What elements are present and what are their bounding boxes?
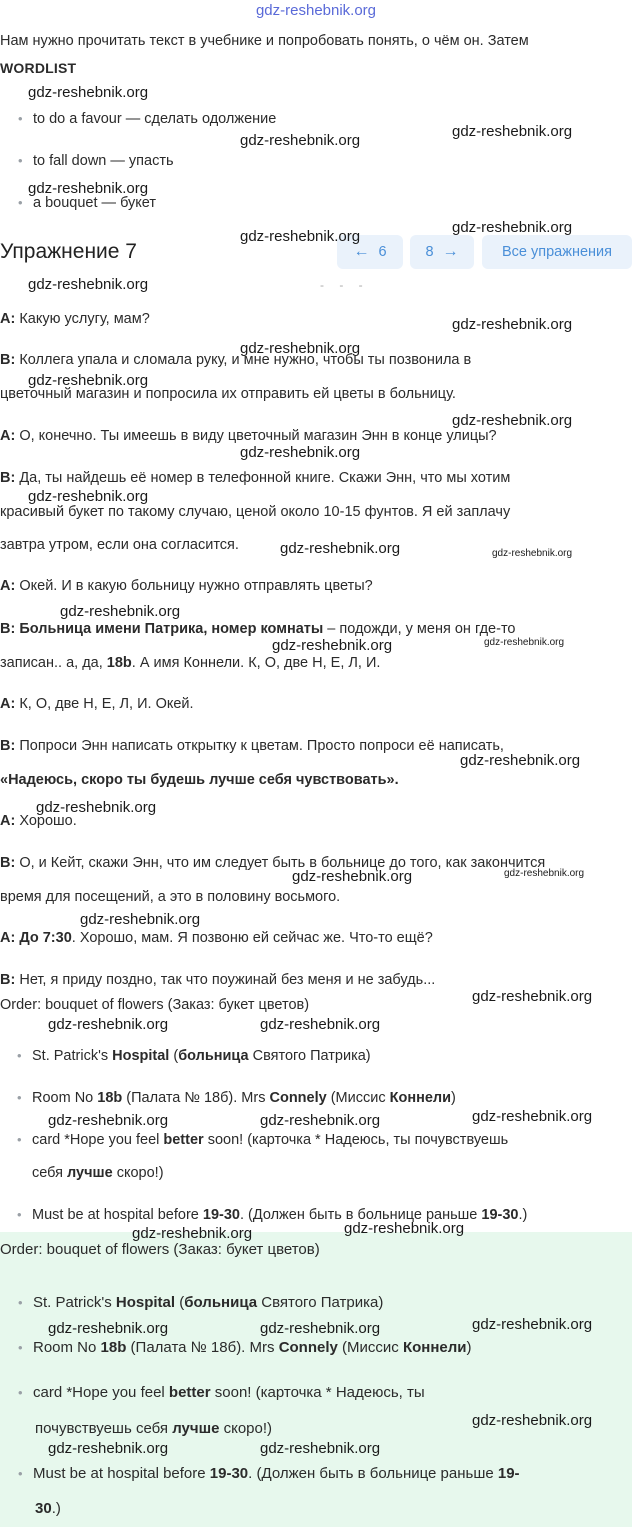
watermark: gdz-reshebnik.org: [240, 444, 361, 461]
order-item-cont: себя лучше скоро!): [32, 1165, 164, 1181]
watermark: gdz-reshebnik.org: [280, 540, 401, 557]
order-item: • card *Hope you feel better soon! (карточка * Надеюсь, ты почувствуешь: [17, 1132, 509, 1148]
bullet-icon: •: [17, 1048, 22, 1063]
watermark: gdz-reshebnik.org: [28, 488, 149, 505]
bullet-icon: •: [18, 111, 23, 126]
arrow-right-icon: →: [442, 243, 459, 260]
answer-item: • Must be at hospital before 19-30. (Должен быть в больнице раньше 19-: [18, 1465, 520, 1482]
watermark: gdz-reshebnik.org: [472, 1316, 593, 1333]
watermark: gdz-reshebnik.org: [260, 1112, 381, 1129]
dialogue-line-cont: завтра утром, если она согласится.: [0, 537, 239, 553]
watermark: gdz-reshebnik.org: [484, 637, 565, 648]
watermark: gdz-reshebnik.org: [48, 1016, 169, 1033]
arrow-left-icon: ←: [353, 243, 370, 260]
watermark: gdz-reshebnik.org: [28, 84, 149, 101]
dialogue-line: B: Нет, я приду поздно, так что поужинай без меня и не забудь...: [0, 972, 436, 988]
watermark: gdz-reshebnik.org: [80, 911, 201, 928]
dialogue-line-cont: время для посещений, а это в половину восьмого.: [0, 889, 341, 905]
answer-title: Order: bouquet of flowers (Заказ: букет цветов): [0, 1241, 320, 1258]
bullet-icon: •: [17, 1132, 22, 1147]
dialogue-line: A: До 7:30. Хорошо, мам. Я позвоню ей сейчас же. Что-то ещё?: [0, 930, 433, 946]
watermark: gdz-reshebnik.org: [472, 1412, 593, 1429]
watermark: gdz-reshebnik.org: [460, 752, 581, 769]
watermark: gdz-reshebnik.org: [240, 132, 361, 149]
dialogue-line: B: Попроси Энн написать открытку к цветам. Просто попроси её написать,: [0, 738, 504, 754]
order-item: • Must be at hospital before 19-30. (Должен быть в больнице раньше 19-30.): [17, 1207, 528, 1223]
answer-item-cont: почувствуешь себя лучше скоро!): [35, 1420, 273, 1437]
dialogue-line: A: Хорошо.: [0, 813, 77, 829]
watermark: gdz-reshebnik.org: [48, 1112, 169, 1129]
bullet-icon: •: [17, 1207, 22, 1222]
watermark: gdz-reshebnik.org: [48, 1440, 169, 1457]
dialogue-line: A: Окей. И в какую больницу нужно отправлять цветы?: [0, 578, 373, 594]
watermark: gdz-reshebnik.org: [452, 316, 573, 333]
watermark: gdz-reshebnik.org: [60, 603, 181, 620]
watermark: gdz-reshebnik.org: [260, 1440, 381, 1457]
bullet-icon: •: [18, 1466, 23, 1481]
watermark: gdz-reshebnik.org: [28, 276, 149, 293]
dialogue-line: A: К, О, две Н, Е, Л, И. Окей.: [0, 696, 194, 712]
answer-item: • St. Patrick's Hospital (больница Святого Патрика): [18, 1294, 384, 1311]
next-exercise-label: 8: [425, 244, 434, 260]
wordlist-title: WORDLIST: [0, 60, 77, 76]
watermark: gdz-reshebnik.org: [472, 1108, 593, 1125]
bullet-icon: •: [18, 153, 23, 168]
watermark: gdz-reshebnik.org: [272, 637, 393, 654]
watermark: gdz-reshebnik.org: [132, 1225, 253, 1242]
bullet-icon: •: [18, 1295, 23, 1310]
bullet-icon: •: [17, 1090, 22, 1105]
order-item: • St. Patrick's Hospital (больница Святого Патрика): [17, 1048, 371, 1064]
answer-box: [0, 1232, 632, 1527]
wordlist-item: • a bouquet — букет: [18, 195, 157, 211]
order-title: Order: bouquet of flowers (Заказ: букет цветов): [0, 997, 310, 1013]
dialogue-line-cont: «Надеюсь, скоро ты будешь лучше себя чувствовать».: [0, 772, 399, 788]
dialogue-line: B: Коллега упала и сломала руку, и мне нужно, чтобы ты позвонила в: [0, 352, 472, 368]
bullet-icon: •: [18, 1340, 23, 1355]
watermark: gdz-reshebnik.org: [492, 548, 573, 559]
site-header-link[interactable]: gdz-reshebnik.org: [255, 2, 377, 19]
watermark: gdz-reshebnik.org: [452, 412, 573, 429]
watermark: gdz-reshebnik.org: [240, 340, 361, 357]
dialogue-line: A: Какую услугу, мам?: [0, 311, 150, 327]
watermark: gdz-reshebnik.org: [260, 1016, 381, 1033]
dialogue-line: B: Да, ты найдешь её номер в телефонной книге. Скажи Энн, что мы хотим: [0, 470, 511, 486]
dialogue-line: B: Больница имени Патрика, номер комнаты – подожди, у меня он где-то: [0, 621, 516, 637]
dialogue-line-cont: цветочный магазин и попросила их отправить ей цветы в больницу.: [0, 386, 456, 402]
order-item: • Room No 18b (Палата № 18б). Mrs Connely (Миссис Коннели): [17, 1090, 456, 1106]
dialogue-line-cont: красивый букет по такому случаю, ценой около 10-15 фунтов. Я ей заплачу: [0, 504, 511, 520]
watermark: gdz-reshebnik.org: [452, 219, 573, 236]
all-exercises-button[interactable]: [482, 235, 632, 269]
watermark: gdz-reshebnik.org: [28, 372, 149, 389]
next-exercise-button[interactable]: [410, 235, 474, 269]
dialogue-line: A: О, конечно. Ты имеешь в виду цветочный магазин Энн в конце улицы?: [0, 428, 497, 444]
watermark: gdz-reshebnik.org: [472, 988, 593, 1005]
watermark: gdz-reshebnik.org: [36, 799, 157, 816]
answer-item: • Room No 18b (Палата № 18б). Mrs Connely (Миссис Коннели): [18, 1339, 472, 1356]
intro-text: Нам нужно прочитать текст в учебнике и попробовать понять, о чём он. Затем: [0, 33, 529, 49]
watermark: gdz-reshebnik.org: [240, 228, 361, 245]
loading-dots: - - -: [320, 278, 369, 292]
watermark: gdz-reshebnik.org: [260, 1320, 381, 1337]
watermark: gdz-reshebnik.org: [292, 868, 413, 885]
watermark: gdz-reshebnik.org: [48, 1320, 169, 1337]
exercise-title: Упражнение 7: [0, 240, 137, 263]
dialogue-line: B: О, и Кейт, скажи Энн, что им следует быть в больнице до того, как закончится: [0, 855, 546, 871]
wordlist-item: • to do a favour — сделать одолжение: [18, 111, 277, 127]
watermark: gdz-reshebnik.org: [344, 1220, 465, 1237]
prev-exercise-label: 6: [378, 244, 387, 260]
all-exercises-label: Все упражнения: [502, 244, 612, 260]
dialogue-line-cont: записан.. а, да, 18b. А имя Коннели. К, О, две Н, Е, Л, И.: [0, 655, 381, 671]
watermark: gdz-reshebnik.org: [28, 180, 149, 197]
answer-item-cont: 30.): [35, 1500, 61, 1517]
bullet-icon: •: [18, 1385, 23, 1400]
wordlist-item: • to fall down — упасть: [18, 153, 174, 169]
answer-item: • card *Hope you feel better soon! (карточка * Надеюсь, ты: [18, 1384, 425, 1401]
bullet-icon: •: [18, 195, 23, 210]
watermark: gdz-reshebnik.org: [504, 868, 585, 879]
watermark: gdz-reshebnik.org: [452, 123, 573, 140]
